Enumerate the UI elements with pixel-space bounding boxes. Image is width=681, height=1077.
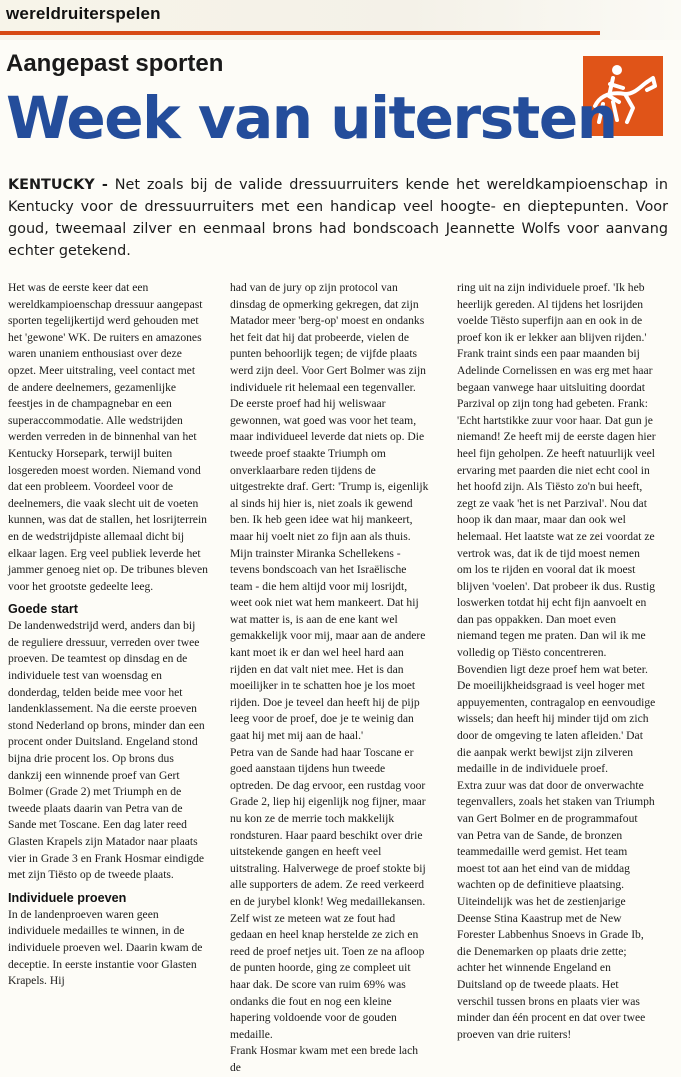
paragraph: ring uit na zijn individuele proef. 'Ik heb heerlijk gereden. Al tijdens het losrijden voelde Tiësto superfijn aan en ook in de proef kon ik er lekker aan blijven rijden.' Frank traint sinds een paar maanden bij Adelinde Cornelissen en was erg met haar begaan vanwege haar uitsluiting doordat Parzival op zijn tong had gebeten. Frank: 'Echt hartstikke zuur voor haar. Dat gun je niemand! Ze heeft mij de eerste dagen hier heel fijn geholpen. Ze heeft natuurlijk veel ervaring met paarden die niet echt cool in het hoofd zijn. Als Tiësto zo'n bui heeft, zegt ze vaak 'het is net Parzival'. Nou dat hoop ik dan maar, maar dan ook wel helemaal. Het laatste wat ze zei voordat ze vertrok was, dat ik de tijd moest nemen om los te rijden en vooral dat ik moest blijven 'voelen'. Dat probeer ik dus. Rustig loswerken totdat hij echt fijn aanvoelt en dan pas oppakken. Dan moet even niemand tegen me praten. Dan wil ik me volledig op Tiësto concentreren. Bovendien ligt deze proef hem wat beter. De moeilijkheidsgraad is veel hoger met appuyementen, contragalop en eenvoudige wissels; dan heeft hij minder tijd om zich door de omgeving te laten afleiden.' Dat die aanpak werkt bewijst zijn zilveren medaille in de individuele proef. [457,281,656,776]
section-tag: wereldruiterspelen [6,4,161,23]
subheading-goede-start: Goede start [8,602,78,617]
lead-text: Net zoals bij de valide dressuurruiters kende het wereldkampioenschap in Kentucky voor de dressuurruiters met een handicap veel hoogte- en dieptepunten. Voor goud, tweemaal zilver en eenmaal brons had bondscoach Jeannette Wolfs voor aanvang echter getekend. [8,177,668,259]
paragraph: Het was de eerste keer dat een wereldkampioenschap dressuur aangepast sporten tegelijkertijd werd gehouden met het 'gewone' WK. De ruiters en amazones waren unaniem enthousiast over deze opzet. Meer uitstraling, veel contact met de andere deelnemers, gezamenlijke feestjes in de champagnebar en een superaccommodatie. Alle wedstrijden werden verreden in de binnenhal van het Kentucky Horsepark, terwijl buiten losgereden moest worden. Niemand vond dat een probleem. Voordeel voor de deelnemers, die vaak slecht uit de voeten kunnen, was dat de stallen, het losrijterrein en de wedstrijdpiste allemaal dicht bij elkaar lagen. Erg veel publiek leverde het jammer genoeg niet op. De tribunes bleven voor het grootste gedeelte leeg. [8,281,208,593]
paragraph: Petra van de Sande had haar Toscane er goed aanstaan tijdens hun tweede optreden. De dag ervoor, een rustdag voor Grade 2, liep hij eigenlijk nog fijner, maar nu kon ze de merrie toch makkelijk rondsturen. Haar paard beschikt over drie uitstekende gangen en heeft veel uitstraling. Halverwege de proef stokte bij alle supporters de adem. Ze reed verkeerd en de jurybel klonk! Weg medaillekansen. Zelf wist ze meteen wat ze fout had gedaan en heel knap herstelde ze zich en reed de proef netjes uit. Toen ze na afloop de punten hoorde, ging ze compleet uit haar dak. De score van ruim 69% was ondanks die fout en nog een kleine hapering voldoende voor de gouden medaille. [230,745,426,1041]
lead-kicker: KENTUCKY - [8,177,108,193]
paragraph: had van de jury op zijn protocol van dinsdag de opmerking gekregen, dat zijn Matador meer 'berg-op' moest en ondanks het feit dat hij dat probeerde, vielen de punten behoorlijk tegen; de vijfde plaats werd zijn deel. Voor Gert Bolmer was zijn individuele rit helemaal een tegenvaller. De eerste proef had hij weliswaar gewonnen, wat goed was voor het team, maar individueel leverde dat niets op. Die tweede proef staakte Triumph om onverklaarbare reden tijdens de uitgestrekte draf. Gert: 'Trump is, eigenlijk al sinds hij hier is, niet zoals ik gewend ben. Ik heb geen idee wat hij mankeert, maar hij voelt niet zo fijn aan als thuis. Mijn trainster Miranka Schellekens - tevens bondscoach van het Israëlische team - die hem altijd voor mij losrijdt, weet ook niet wat hem mankeert. Dat hij wat matter is, is aan de ene kant wel gemakkelijk voor mij, maar aan de andere kant moet ik er dan wel heel hard aan rijden en dat valt niet mee. Het is dan moeilijker in te schatten hoe je los moet rijden. Doe je teveel dan heeft hij de pijp leeg voor de proef, doe je te weinig dan gaat hij met mij aan de haal.' [230,281,429,743]
subtitle: Aangepast sporten [6,50,224,77]
paragraph: In de landenproeven waren geen individuele medailles te winnen, in de individuele proeven wel. Daarin kwam de deceptie. In eerste instantie voor Glasten Krapels. Hij [8,907,203,988]
headline: Week van uitersten [6,84,617,152]
paragraph: Frank Hosmar kwam met een brede lach de [230,1044,419,1074]
subheading-individuele-proeven: Individuele proeven [8,890,127,905]
lead-paragraph [8,174,668,262]
column-1 [8,280,208,990]
column-3 [457,280,657,1043]
column-2 [230,280,430,1077]
paragraph: De landenwedstrijd werd, anders dan bij de reguliere dressuur, verreden over twee proeven. De teamtest op dinsdag en de individuele test van woensdag en donderdag, telden beide mee voor het landenklassement. Na die eerste proeven stond Nederland op brons, minder dan een procent onder Duitsland. Engeland stond bijna drie procent los. Op brons dus dankzij een winnende proef van Gert Bolmer (Grade 2) met Triumph en de tweede plaats daarin van Petra van de Sande met Toscane. Een dag later reed Glasten Krapels zijn Matador naar plaats vier in Grade 3 en Frank Hosmar eindigde met zijn Tiësto op de tweede plaats. [8,619,205,882]
section-underline [0,31,600,35]
paragraph: Extra zuur was dat door de onverwachte tegenvallers, zoals het staken van Triumph van Gert Bolmer en de programmafout van Petra van de Sande, de bronzen teammedaille werd gemist. Het team moest tot aan het eind van de middag wachten op de definitieve plaatsing. Uiteindelijk was het de zestienjarige Deense Stina Kaastrup met de New Forester Labbenhus Snoevs in Grade Ib, die Denemarken op plaats drie zette; achter het winnende Engeland en Duitsland op de tweede plaats. Het verschil tussen brons en plaats vier was minder dan één procent en dat over twee proeven van drie ruiters! [457,778,655,1041]
